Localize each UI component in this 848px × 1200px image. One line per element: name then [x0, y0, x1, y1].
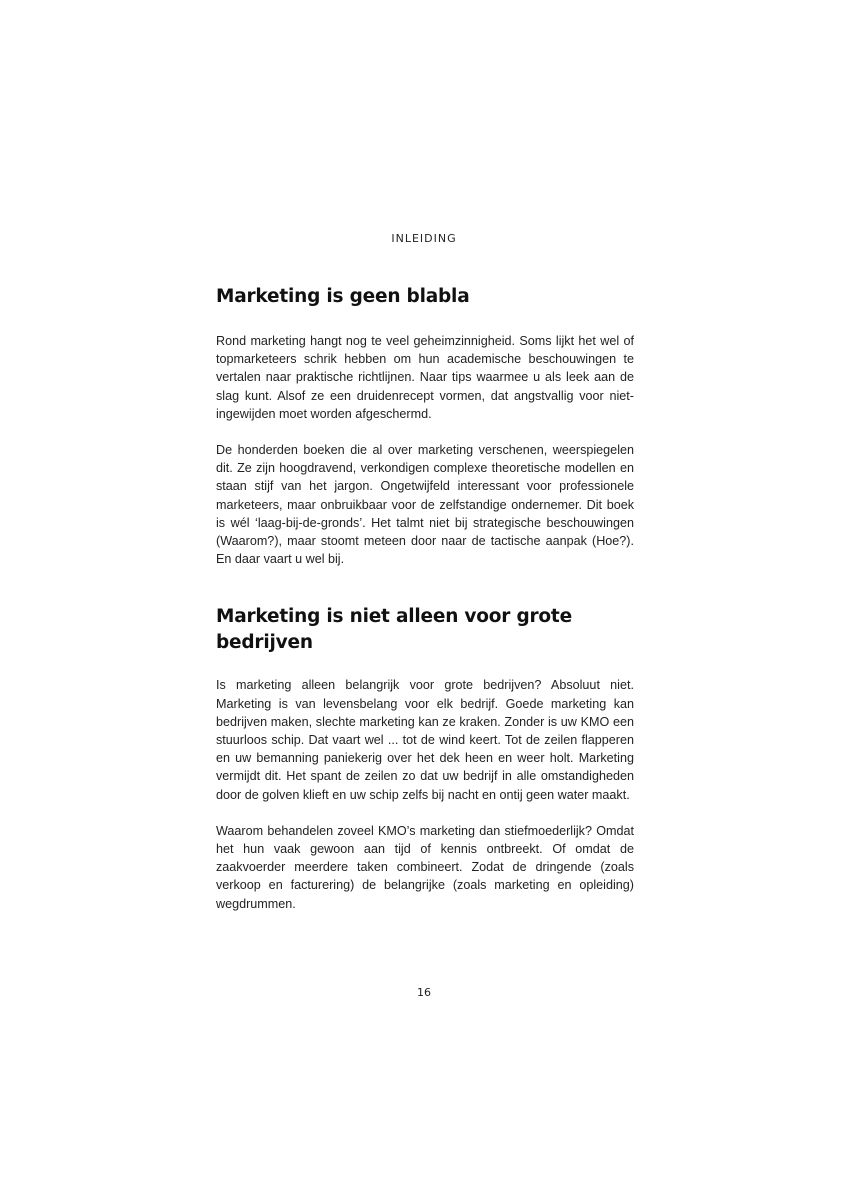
- body-paragraph: Waarom behandelen zoveel KMO’s marketing dan stiefmoederlijk? Omdat het hun vaak gewoon aan tijd of kennis ontbreekt. Of omdat de zaakvoerder meerdere taken combineert. Zodat de dringende (zoals verkoop en facturering) de belangrijke (zoals marketing en opleiding) wegdrummen.: [216, 823, 634, 911]
- page-body: [216, 284, 634, 913]
- running-header: INLEIDING: [391, 232, 457, 245]
- page-number: 16: [417, 986, 431, 999]
- body-paragraph: De honderden boeken die al over marketing verschenen, weerspiegelen dit. Ze zijn hoogdravend, verkondigen complexe theoretische modellen en staan stijf van het jargon. Ongetwijfeld interessant voor professionele marketeers, maar onbruikbaar voor de zelfstandige ondernemer. Dit boek is wél ‘laag-bij-de-gronds’. Het talmt niet bij strategische beschouwingen (Waarom?), maar stoomt meteen door naar de tactische aanpak (Hoe?). En daar vaart u wel bij.: [216, 443, 634, 567]
- section-title: Marketing is geen blabla: [216, 286, 470, 307]
- body-paragraph: Rond marketing hangt nog te veel geheimzinnigheid. Soms lijkt het wel of topmarketeers schrik hebben om hun academische beschouwingen te vertalen naar praktische richtlijnen. Naar tips waarmee u als leek aan de slag kunt. Alsof ze een druidenrecept vormen, dat angstvallig voor niet-ingewijden moet worden afgeschermd.: [216, 334, 634, 421]
- body-paragraph: Is marketing alleen belangrijk voor grote bedrijven? Absoluut niet. Marketing is van levensbelang voor elk bedrijf. Goede marketing kan bedrijven maken, slechte marketing kan ze kraken. Zonder is uw KMO een stuurloos schip. Dat vaart wel ... tot de wind keert. Tot de zeilen flapperen en uw bemanning paniekerig over het dek heen en weer holt. Marketing vermijdt dit. Het spant de zeilen zo dat uw bedrijf in alle omstandigheden door de golven klieft en uw schip zelfs bij nacht en ontij geen water maakt.: [216, 678, 634, 802]
- section-title: Marketing is niet alleen voor grote bedrijven: [216, 606, 572, 654]
